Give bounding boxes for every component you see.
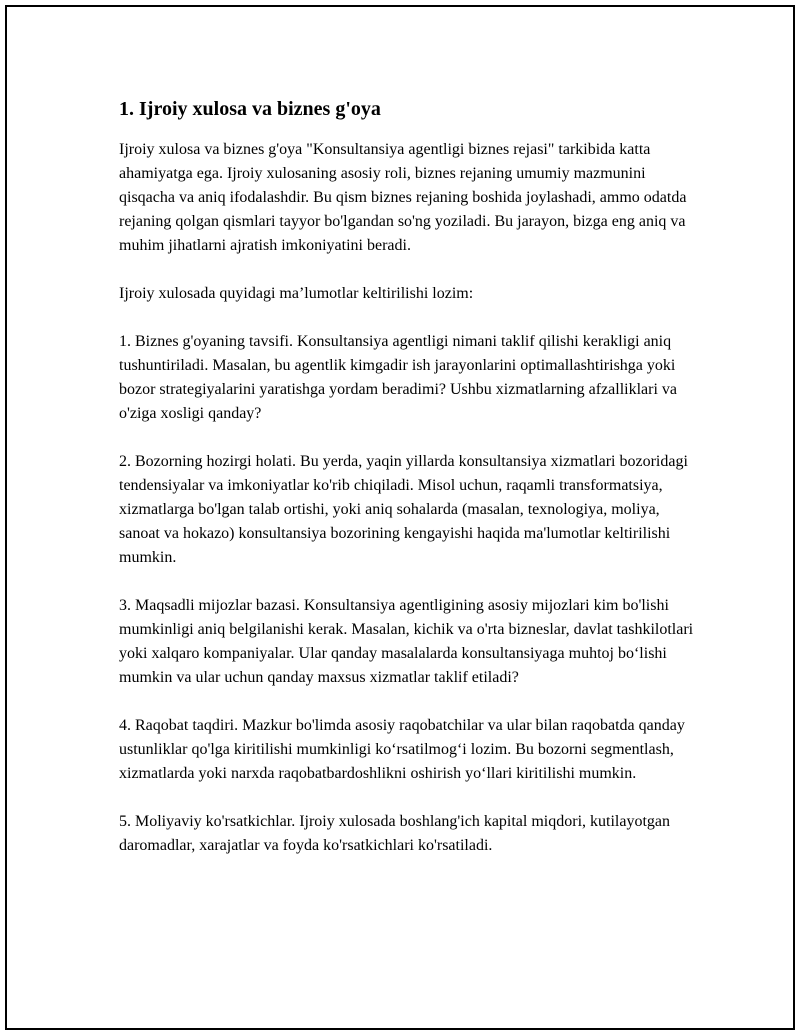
paragraph-item-5: 5. Moliyaviy ko'rsatkichlar. Ijroiy xulosada boshlang'ich kapital miqdori, kutilayotgan daromadlar, xarajatlar va foyda ko'rsatkichlari ko'rsatiladi. <box>119 813 670 854</box>
document-content <box>119 95 699 882</box>
paragraph-item-4: 4. Raqobat taqdiri. Mazkur bo'limda asosiy raqobatchilar va ular bilan raqobatda qanday ustunliklar qo'lga kiritilishi mumkinligi ko‘rsatilmog‘i lozim. Bu bozorni segmentlash, xizmatlarda yoki narxda raqobatbardoshlikni oshirish yo‘llari kiritilishi mumkin. <box>119 717 685 782</box>
paragraph-item-1: 1. Biznes g'oyaning tavsifi. Konsultansiya agentligi nimani taklif qilishi kerakligi aniq tushuntiriladi. Masalan, bu agentlik kimgadir ish jarayonlarini optimallashtirishga yoki bozor strategiyalarini yaratishga yordam beradimi? Ushbu xizmatlarning afzalliklari va o'ziga xosligi qanday? <box>119 333 678 422</box>
paragraph-intro: Ijroiy xulosa va biznes g'oya "Konsultansiya agentligi biznes rejasi" tarkibida katta ahamiyatga ega. Ijroiy xulosaning asosiy roli, biznes rejaning umumiy mazmunini qisqacha va aniq ifodalashdir. Bu qism biznes rejaning boshida joylashadi, ammo odatda rejaning qolgan qismlari tayyor bo'lgandan so'ng yoziladi. Bu jarayon, bizga eng aniq va muhim jihatlarni ajratish imkoniyatini beradi. <box>119 141 687 254</box>
paragraph-item-2: 2. Bozorning hozirgi holati. Bu yerda, yaqin yillarda konsultansiya xizmatlari bozoridagi tendensiyalar va imkoniyatlar ko'rib chiqiladi. Misol uchun, raqamli transformatsiya, xizmatlarga bo'lgan talab ortishi, yoki aniq sohalarda (masalan, texnologiya, moliya, sanoat va hokazo) konsultansiya bozorining kengayishi haqida ma'lumotlar keltirilishi mumkin. <box>119 453 688 566</box>
paragraph-item-3: 3. Maqsadli mijozlar bazasi. Konsultansiya agentligining asosiy mijozlari kim bo'lishi mumkinligi aniq belgilanishi kerak. Masalan, kichik va o'rta bizneslar, davlat tashkilotlari yoki xalqaro kompaniyalar. Ular qanday masalalarda konsultansiyaga muhtoj bo‘lishi mumkin va ular uchun qanday maxsus xizmatlar taklif etiladi? <box>119 597 694 686</box>
section-heading: 1. Ijroiy xulosa va biznes g'oya <box>119 98 381 120</box>
document-page <box>5 5 795 1030</box>
paragraph-list-lead: Ijroiy xulosada quyidagi ma’lumotlar keltirilishi lozim: <box>119 285 474 302</box>
